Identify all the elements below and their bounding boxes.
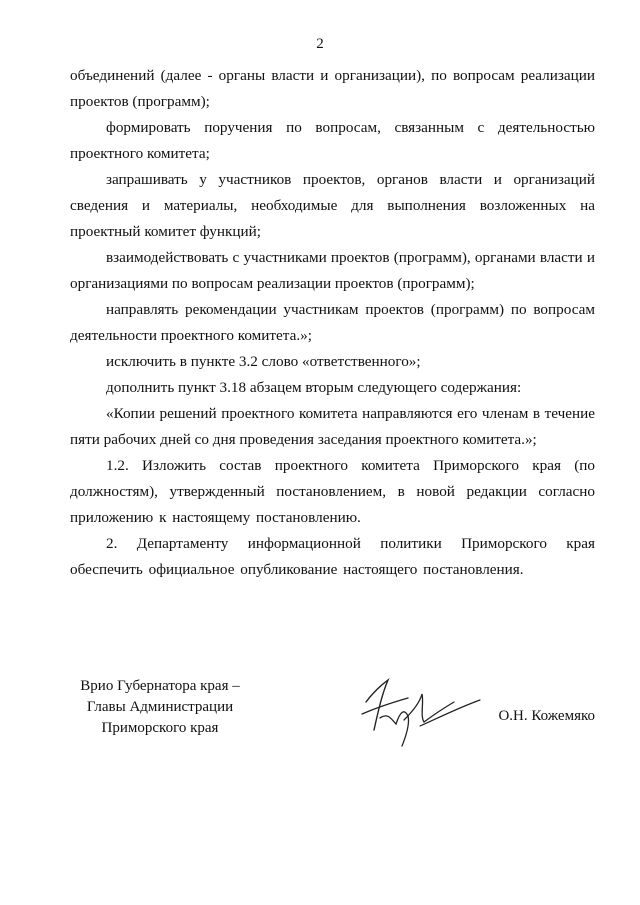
signatory-position-line: Приморского края [101,720,219,736]
paragraph-continuation: объединений (далее - органы власти и организации), по вопросам реализации проектов (программ); [70,67,599,110]
paragraph-item-2: 2. Департаменту информационной политики Приморского края обеспечить официальное опубликование настоящего постановления. [70,535,601,578]
paragraph-quoted-copies: «Копии решений проектного комитета направляются его членам в течение пяти рабочих дней со дня проведения заседания проектного комитета.»; [70,405,599,448]
paragraph-item-1-2: 1.2. Изложить состав проектного комитета Приморского края (по должностям), утвержденный постановлением, в новой редакции согласно приложению к настоящему постановлению. [70,457,601,526]
signatory-name: О.Н. Кожемяко [498,708,595,724]
paragraph-send-recommendations: направлять рекомендации участникам проектов (программ) по вопросам деятельности проектного комитета.»; [70,301,599,344]
document-body [70,63,601,583]
paragraph-interact: взаимодействовать с участниками проектов (программ), органами власти и организациями по вопросам реализации проектов (программ); [70,249,599,292]
paragraph-form-instructions: формировать поручения по вопросам, связанным с деятельностью проектного комитета; [70,119,599,162]
paragraph-request-information: запрашивать у участников проектов, органов власти и организаций сведения и материалы, необходимые для выполнения возложенных на проектный комитет функций; [70,171,599,240]
paragraph-add-clause: дополнить пункт 3.18 абзацем вторым следующего содержания: [106,379,522,396]
page-number: 2 [316,36,324,52]
signatory-position [60,676,260,739]
signatory-position-line: Главы Администрации [86,699,234,715]
paragraph-exclude-word: исключить в пункте 3.2 слово «ответственного»; [106,353,421,370]
signatory-position-line: Врио Губернатора края – [80,678,240,694]
handwritten-signature [358,672,488,752]
